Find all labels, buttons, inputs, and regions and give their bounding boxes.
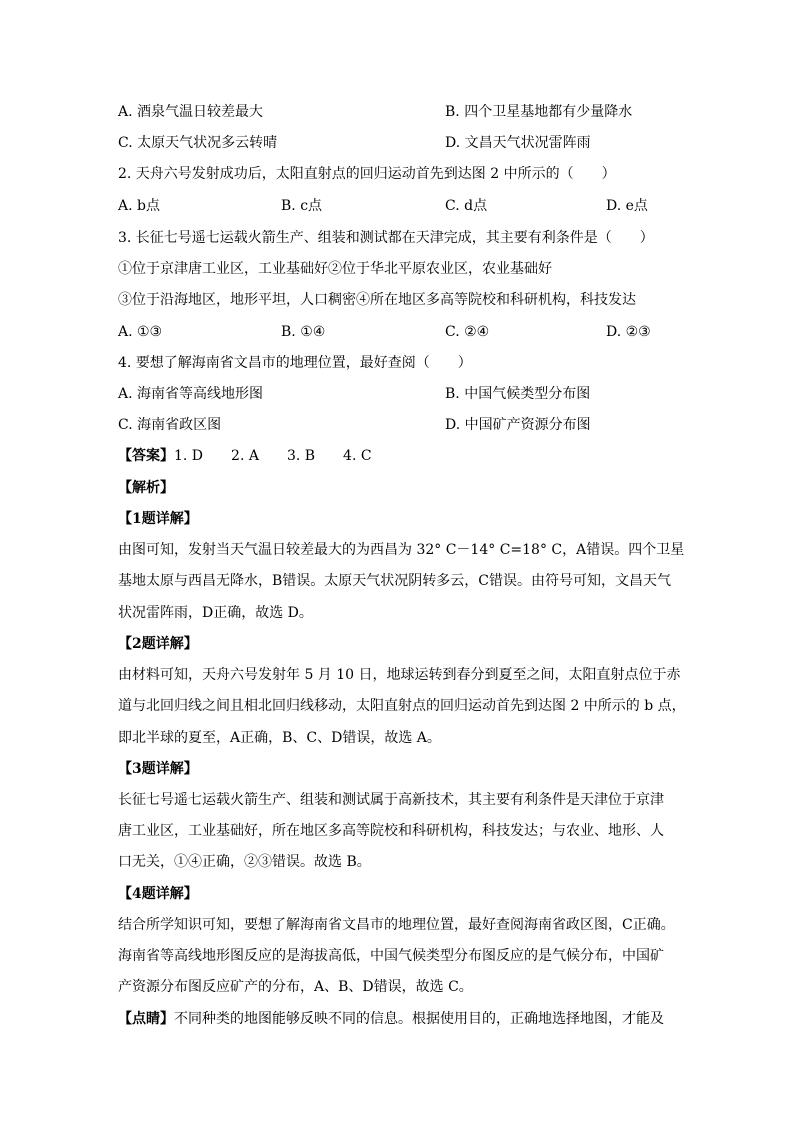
q2-option-a: A. b点 [118, 198, 160, 214]
detail-3-line: 长征七号遥七运载火箭生产、组装和测试属于高新技术，其主要有利条件是天津位于京津 [118, 792, 664, 808]
q3-condition-1: ①位于京津唐工业区，工业基础好②位于华北平原农业区，农业基础好 [118, 261, 552, 277]
detail-4-title: 【4题详解】 [118, 886, 198, 902]
detail-2-line: 由材料可知，天舟六号发射年 5 月 10 日，地球运转到春分到夏至之间，太阳直射点位于赤 [118, 667, 681, 683]
q4-option-c: C. 海南省政区图 [118, 417, 222, 433]
detail-1-line: 状况雷阵雨，D正确，故选 D。 [118, 605, 313, 621]
q3-condition-2: ③位于沿海地区，地形平坦，人口稠密④所在地区多高等院校和科研机构，科技发达 [118, 292, 636, 308]
comment-label: 【点睛】 [118, 1011, 174, 1027]
detail-2-title: 【2题详解】 [118, 636, 198, 652]
q3-option-a: A. ①③ [118, 324, 163, 340]
q1-option-d: D. 文昌天气状况雷阵雨 [445, 135, 591, 151]
detail-4-line: 海南省等高线地形图反应的是海拔高低，中国气候类型分布图反应的是气候分布，中国矿 [118, 948, 664, 964]
q2-option-b: B. c点 [281, 198, 323, 214]
detail-2-line: 道与北回归线之间且相北回归线移动，太阳直射点的回归运动首先到达图 2 中所示的 b 点， [118, 698, 686, 714]
q2-option-d: D. e点 [606, 198, 648, 214]
q2-option-c: C. d点 [445, 198, 488, 214]
q4-option-b: B. 中国气候类型分布图 [445, 386, 591, 402]
q3-stem: 3. 长征七号遥七运载火箭生产、组装和测试都在天津完成，其主要有利条件是（ ） [118, 230, 654, 246]
answer-text: 1. D 2. A 3. B 4. C [174, 448, 372, 464]
comment-text: 不同种类的地图能够反映不同的信息。根据使用目的，正确地选择地图，才能及 [174, 1011, 664, 1027]
analysis-label: 【解析】 [118, 480, 174, 496]
q1-option-b: B. 四个卫星基地都有少量降水 [445, 104, 633, 120]
detail-1-line: 基地太原与西昌无降水，B错误。太原天气状况阴转多云，C错误。由符号可知，文昌天气 [118, 573, 671, 589]
q3-option-b: B. ①④ [281, 324, 326, 340]
detail-2-line: 即北半球的夏至，A正确，B、C、D错误，故选 A。 [118, 730, 441, 746]
q4-option-a: A. 海南省等高线地形图 [118, 386, 264, 402]
detail-3-title: 【3题详解】 [118, 761, 198, 777]
detail-4-line: 结合所学知识可知，要想了解海南省文昌市的地理位置，最好查阅海南省政区图，C正确。 [118, 917, 675, 933]
q1-option-c: C. 太原天气状况多云转晴 [118, 135, 278, 151]
answer-label: 【答案】 [118, 448, 174, 464]
detail-4-line: 产资源分布图反应矿产的分布，A、B、D错误，故选 C。 [118, 979, 473, 995]
answer-line [118, 446, 372, 466]
detail-3-line: 唐工业区，工业基础好，所在地区多高等院校和科研机构，科技发达；与农业、地形、人 [118, 823, 664, 839]
comment-line [118, 1009, 664, 1029]
q4-option-d: D. 中国矿产资源分布图 [445, 417, 591, 433]
detail-1-line: 由图可知，发射当天气温日较差最大的为西昌为 32° C－14° C=18° C，A错误。四个卫星 [118, 542, 685, 558]
q3-option-c: C. ②④ [445, 324, 490, 340]
detail-1-title: 【1题详解】 [118, 511, 198, 527]
q4-stem: 4. 要想了解海南省文昌市的地理位置，最好查阅（ ） [118, 355, 472, 371]
detail-3-line: 口无关，①④正确，②③错误。故选 B。 [118, 854, 371, 870]
q3-option-d: D. ②③ [606, 324, 651, 340]
q2-stem: 2. 天舟六号发射成功后，太阳直射点的回归运动首先到达图 2 中所示的（ ） [118, 166, 616, 182]
q1-option-a: A. 酒泉气温日较差最大 [118, 104, 264, 120]
